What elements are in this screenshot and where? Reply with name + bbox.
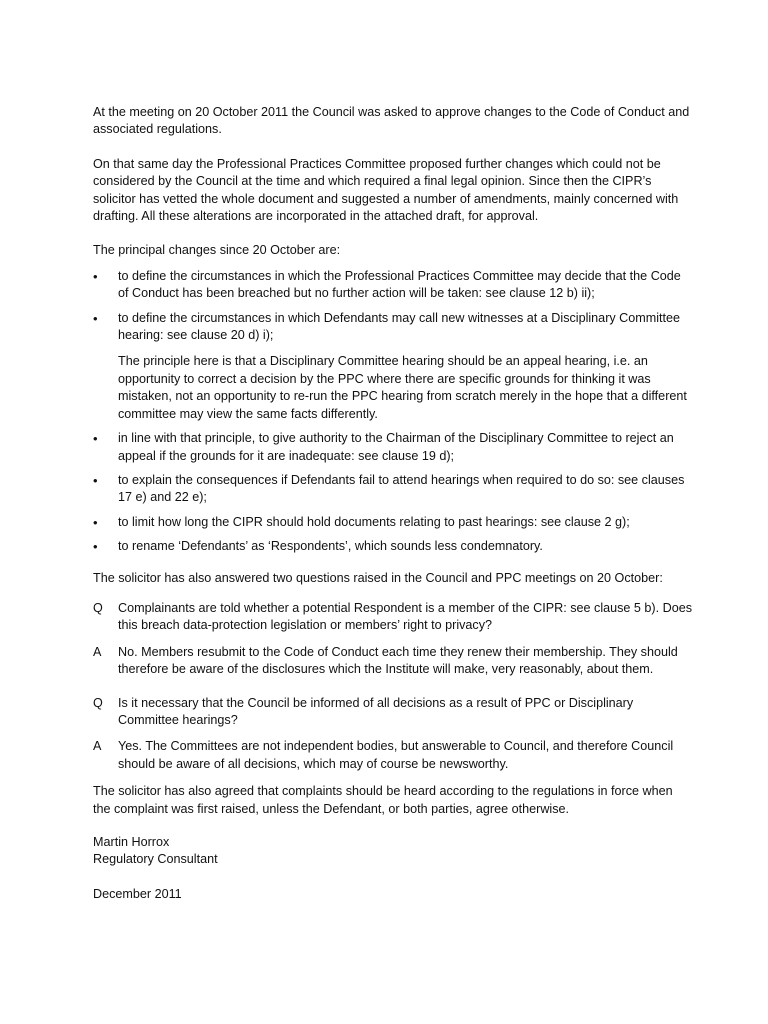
principal-changes-heading: The principal changes since 20 October are: (93, 243, 341, 258)
list-item (93, 538, 693, 555)
bullet-icon: • (93, 472, 98, 488)
bullet-icon: • (93, 268, 98, 284)
bullet-icon: • (93, 431, 98, 447)
list-item (93, 310, 693, 423)
list-item-text: to limit how long the CIPR should hold documents relating to past hearings: see clause 2 g); (118, 514, 630, 529)
list-item-text: in line with that principle, to give authority to the Chairman of the Disciplinary Committee to reject an appeal if the grounds for it are inadequate: see clause 19 d); (118, 431, 674, 463)
qa-marker: A (93, 644, 102, 659)
list-item-subparagraph: The principle here is that a Disciplinary Committee hearing should be an appeal hearing, i.e. an opportunity to correct a decision by the PPC where there are specific grounds for thinking it was mistaken, not an opportunity to re-run the PPC hearing from scratch merely in the hope that a different committee may view the same facts differently. (118, 354, 687, 421)
qa-heading: The solicitor has also answered two questions raised in the Council and PPC meetings on 20 October: (93, 570, 663, 585)
list-item (93, 268, 693, 303)
document-date: December 2011 (93, 886, 182, 901)
bullet-icon: • (93, 310, 98, 326)
signature-block (93, 834, 693, 869)
qa-marker: Q (93, 695, 103, 710)
qa-item (93, 695, 693, 730)
qa-item (93, 738, 693, 773)
signatory-role: Regulatory Consultant (93, 852, 218, 867)
qa-marker: A (93, 739, 102, 754)
qa-text: Yes. The Committees are not independent bodies, but answerable to Council, and therefore Council should be aware of all decisions, which may of course be newsworthy. (118, 739, 674, 771)
qa-text: Complainants are told whether a potential Respondent is a member of the CIPR: see clause 5 b). Does this breach data-protection legislation or members’ right to privacy? (118, 600, 693, 633)
intro-paragraph-1: At the meeting on 20 October 2011 the Council was asked to approve changes to the Code of Conduct and associated regulations. (93, 105, 690, 137)
list-item-text: to define the circumstances in which the Professional Practices Committee may decide that the Code of Conduct has been breached but no further action will be taken: see clause 12 b) ii); (118, 268, 681, 301)
list-item (93, 472, 693, 507)
list-item (93, 514, 693, 531)
qa-text: No. Members resubmit to the Code of Conduct each time they renew their membership. They should therefore be aware of the disclosures which the Institute will make, very reasonably, about them. (118, 644, 678, 677)
qa-marker: Q (93, 600, 103, 615)
list-item (93, 430, 693, 465)
bullet-icon: • (93, 539, 98, 555)
intro-paragraph-2: On that same day the Professional Practices Committee proposed further changes which could not be considered by the Council at the time and which required a final legal opinion. Since then the CIPR’s solicitor has vetted the whole document and suggested a number of amendments, mainly concerned with drafting. All these alterations are incorporated in the attached draft, for approval. (93, 156, 679, 224)
list-item-text: to explain the consequences if Defendants fail to attend hearings when required to do so: see clauses 17 e) and 22 e); (118, 472, 685, 505)
document-page (93, 104, 693, 903)
qa-item (93, 644, 693, 679)
signatory-name: Martin Horrox (93, 835, 170, 849)
qa-list (93, 600, 693, 773)
closing-paragraph: The solicitor has also agreed that complaints should be heard according to the regulations in force when the complaint was first raised, unless the Defendant, or both parties, agree otherwise. (93, 784, 673, 816)
qa-text: Is it necessary that the Council be informed of all decisions as a result of PPC or Disciplinary Committee hearings? (118, 695, 634, 727)
bullet-icon: • (93, 514, 98, 530)
list-item-text: to rename ‘Defendants’ as ‘Respondents’, which sounds less condemnatory. (118, 539, 543, 554)
qa-item (93, 600, 693, 635)
list-item-text: to define the circumstances in which Defendants may call new witnesses at a Disciplinary Committee hearing: see clause 20 d) i); (118, 310, 681, 343)
principal-changes-list (93, 268, 693, 556)
